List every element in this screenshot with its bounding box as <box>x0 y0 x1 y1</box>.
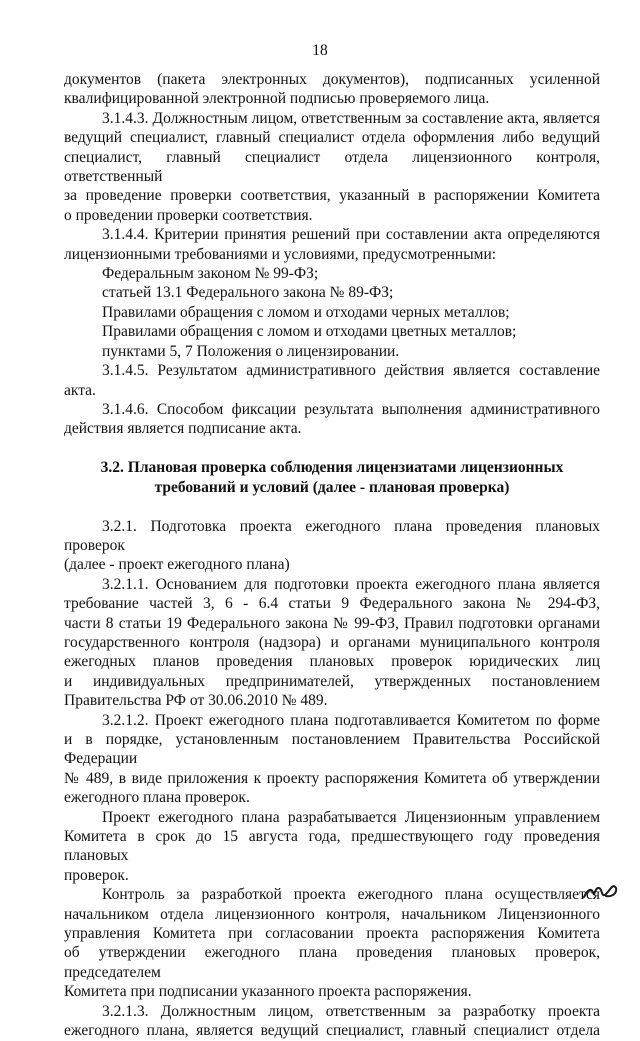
list-item: Правилами обращения с ломом и отходами цветных металлов; <box>102 323 517 341</box>
text-line: и в порядке, установленным постановлением Правительства Российской Федерации <box>64 731 600 768</box>
text-line: ежегодного плана, является ведущий специалист, главный специалист отдела <box>64 1022 600 1040</box>
text-line: 3.2.1.3. Должностным лицом, ответственным за разработку проекта <box>102 1002 600 1020</box>
text-line: 3.1.4.6. Способом фиксации результата выполнения административного <box>102 400 600 418</box>
spacer <box>64 497 600 517</box>
text-line: управления Комитета при согласовании проекта распоряжения Комитета <box>64 925 600 943</box>
text-line: требование частей 3, 6 - 6.4 статьи 9 Федерального закона № 294-ФЗ, <box>64 595 600 613</box>
text-line: 3.2.1.1. Основанием для подготовки проекта ежегодного плана является <box>102 575 600 593</box>
list-item: пунктами 5, 7 Положения о лицензировании. <box>102 342 400 360</box>
text-line: № 489, в виде приложения к проекту распоряжения Комитета об утверждении <box>64 769 600 787</box>
text-line: Правительства РФ от 30.06.2010 № 489. <box>64 692 328 710</box>
text-line: за проведение проверки соответствия, указанный в распоряжении Комитета <box>64 187 600 205</box>
text-line: 3.2.1. Подготовка проекта ежегодного плана проведения плановых проверок <box>64 517 600 554</box>
text-line: о проведении проверки соответствия. <box>64 206 313 224</box>
text-line: квалифицированной электронной подписью проверяемого лица. <box>64 90 490 108</box>
text-line: государственного контроля (надзора) и органами муниципального контроля <box>64 633 600 651</box>
text-line: и индивидуальных предпринимателей, утвержденных постановлением <box>64 672 600 690</box>
text-line: действия является подписание акта. <box>64 420 302 438</box>
text-line: (далее - проект ежегодного плана) <box>64 556 290 574</box>
text-line: проверок. <box>64 866 129 884</box>
text-line: специалист, главный специалист отдела лицензионного контроля, ответственный <box>64 148 600 186</box>
text-line: 3.1.4.3. Должностным лицом, ответственным за составление акта, является <box>102 109 600 127</box>
text-line: 3.1.4.4. Критерии принятия решений при составлении акта определяются <box>102 226 600 244</box>
text-line: Комитета при подписании указанного проекта распоряжения. <box>64 983 472 1001</box>
text-line: документов (пакета электронных документов), подписанных усиленной <box>64 71 600 88</box>
text-line: ежегодных планов проведения плановых проверок юридических лиц <box>64 653 600 671</box>
section-heading: требований и условий (далее - плановая проверка) <box>154 478 510 496</box>
text-line: части 8 статьи 19 Федерального закона № 99-ФЗ, Правил подготовки органами <box>64 614 600 632</box>
section-heading: 3.2. Плановая проверка соблюдения лицензиатами лицензионных <box>100 459 564 477</box>
page-number: 18 <box>312 42 328 59</box>
text-line: Проект ежегодного плана разрабатывается Лицензионным управлением <box>102 808 600 826</box>
text-line: ведущий специалист, главный специалист отдела оформления либо ведущий <box>64 129 600 147</box>
text-line: Контроль за разработкой проекта ежегодного плана осуществляется <box>102 886 600 904</box>
spacer <box>64 439 600 459</box>
text-line: ежегодного плана проверок. <box>64 789 250 807</box>
text-line: об утверждении ежегодного плана проведения плановых проверок, председателем <box>64 944 600 981</box>
text-line: Комитета в срок до 15 августа года, предшествующего году проведения плановых <box>64 828 600 865</box>
text-line: начальником отдела лицензионного контроля, начальником Лицензионного <box>64 905 600 923</box>
text-line: лицензионными требованиями и условиями, предусмотренными: <box>64 245 497 263</box>
list-item: Федеральным законом № 99-ФЗ; <box>102 265 319 283</box>
list-item: статьей 13.1 Федерального закона № 89-ФЗ; <box>102 284 394 302</box>
text-line: 3.2.1.2. Проект ежегодного плана подготавливается Комитетом по форме <box>102 711 600 729</box>
document-body <box>64 70 600 1041</box>
list-item: Правилами обращения с ломом и отходами черных металлов; <box>102 303 510 321</box>
text-line: 3.1.4.5. Результатом административного действия является составление акта. <box>64 362 600 399</box>
handwritten-initials <box>582 881 620 901</box>
